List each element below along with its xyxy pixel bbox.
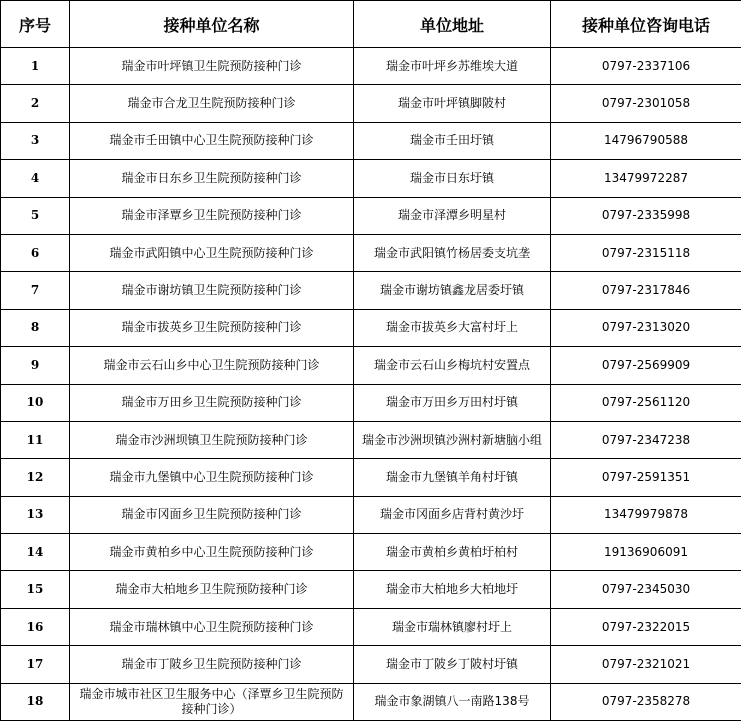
cell-site-name: 瑞金市黄柏乡中心卫生院预防接种门诊 (70, 534, 354, 571)
table-row (1, 646, 741, 683)
cell-site-name: 瑞金市日东乡卫生院预防接种门诊 (70, 160, 354, 197)
cell-site-address: 瑞金市万田乡万田村圩镇 (354, 384, 551, 421)
cell-serial-number: 6 (1, 234, 70, 271)
cell-site-phone: 0797-2321021 (551, 646, 741, 683)
cell-site-name: 瑞金市武阳镇中心卫生院预防接种门诊 (70, 234, 354, 271)
table-row (1, 122, 741, 159)
cell-site-phone: 0797-2358278 (551, 683, 741, 720)
cell-site-address: 瑞金市黄柏乡黄柏圩柏村 (354, 534, 551, 571)
cell-site-name: 瑞金市合龙卫生院预防接种门诊 (70, 85, 354, 122)
cell-serial-number: 9 (1, 347, 70, 384)
cell-site-phone: 0797-2347238 (551, 421, 741, 458)
cell-site-phone: 0797-2591351 (551, 459, 741, 496)
cell-site-name: 瑞金市沙洲坝镇卫生院预防接种门诊 (70, 421, 354, 458)
table-row (1, 272, 741, 309)
table-row (1, 85, 741, 122)
cell-serial-number: 17 (1, 646, 70, 683)
cell-serial-number: 4 (1, 160, 70, 197)
cell-site-name: 瑞金市拔英乡卫生院预防接种门诊 (70, 309, 354, 346)
cell-site-name: 瑞金市万田乡卫生院预防接种门诊 (70, 384, 354, 421)
header-site-name: 接种单位名称 (70, 1, 354, 48)
cell-site-phone: 0797-2561120 (551, 384, 741, 421)
table-row (1, 160, 741, 197)
cell-site-address: 瑞金市云石山乡梅坑村安置点 (354, 347, 551, 384)
cell-site-address: 瑞金市大柏地乡大柏地圩 (354, 571, 551, 608)
cell-serial-number: 16 (1, 608, 70, 645)
cell-site-phone: 0797-2335998 (551, 197, 741, 234)
table-row (1, 571, 741, 608)
cell-serial-number: 12 (1, 459, 70, 496)
table-row (1, 683, 741, 720)
cell-site-name: 瑞金市冈面乡卫生院预防接种门诊 (70, 496, 354, 533)
header-site-phone: 接种单位咨询电话 (551, 1, 741, 48)
cell-site-address: 瑞金市武阳镇竹杨居委支坑垄 (354, 234, 551, 271)
cell-site-phone: 13479979878 (551, 496, 741, 533)
table-row (1, 534, 741, 571)
cell-serial-number: 14 (1, 534, 70, 571)
table-row (1, 234, 741, 271)
table-row (1, 197, 741, 234)
table-row (1, 496, 741, 533)
cell-site-address: 瑞金市拔英乡大富村圩上 (354, 309, 551, 346)
cell-serial-number: 10 (1, 384, 70, 421)
cell-site-name: 瑞金市九堡镇中心卫生院预防接种门诊 (70, 459, 354, 496)
cell-serial-number: 18 (1, 683, 70, 720)
table-row (1, 459, 741, 496)
cell-serial-number: 5 (1, 197, 70, 234)
cell-site-name: 瑞金市叶坪镇卫生院预防接种门诊 (70, 48, 354, 85)
table-row (1, 48, 741, 85)
cell-site-name: 瑞金市城市社区卫生服务中心（泽覃乡卫生院预防接种门诊） (70, 683, 354, 720)
cell-serial-number: 15 (1, 571, 70, 608)
cell-site-phone: 0797-2345030 (551, 571, 741, 608)
cell-site-address: 瑞金市叶坪乡苏维埃大道 (354, 48, 551, 85)
cell-site-name: 瑞金市大柏地乡卫生院预防接种门诊 (70, 571, 354, 608)
cell-site-address: 瑞金市冈面乡店背村黄沙圩 (354, 496, 551, 533)
header-site-address: 单位地址 (354, 1, 551, 48)
header-row (1, 1, 741, 48)
table-row (1, 384, 741, 421)
cell-site-name: 瑞金市云石山乡中心卫生院预防接种门诊 (70, 347, 354, 384)
cell-serial-number: 1 (1, 48, 70, 85)
cell-site-address: 瑞金市谢坊镇鑫龙居委圩镇 (354, 272, 551, 309)
header-serial-number: 序号 (1, 1, 70, 48)
cell-site-address: 瑞金市九堡镇羊角村圩镇 (354, 459, 551, 496)
cell-site-phone: 19136906091 (551, 534, 741, 571)
cell-site-name: 瑞金市谢坊镇卫生院预防接种门诊 (70, 272, 354, 309)
cell-site-name: 瑞金市瑞林镇中心卫生院预防接种门诊 (70, 608, 354, 645)
table-row (1, 608, 741, 645)
cell-serial-number: 3 (1, 122, 70, 159)
table-body (1, 48, 741, 721)
cell-site-phone: 0797-2315118 (551, 234, 741, 271)
cell-site-address: 瑞金市叶坪镇脚陂村 (354, 85, 551, 122)
cell-serial-number: 8 (1, 309, 70, 346)
cell-site-address: 瑞金市瑞林镇廖村圩上 (354, 608, 551, 645)
table-row (1, 421, 741, 458)
cell-site-phone: 14796790588 (551, 122, 741, 159)
cell-site-phone: 13479972287 (551, 160, 741, 197)
cell-site-address: 瑞金市丁陂乡丁陂村圩镇 (354, 646, 551, 683)
cell-site-phone: 0797-2313020 (551, 309, 741, 346)
cell-serial-number: 7 (1, 272, 70, 309)
cell-site-address: 瑞金市壬田圩镇 (354, 122, 551, 159)
cell-site-phone: 0797-2337106 (551, 48, 741, 85)
cell-serial-number: 2 (1, 85, 70, 122)
cell-site-phone: 0797-2301058 (551, 85, 741, 122)
cell-site-address: 瑞金市沙洲坝镇沙洲村新塘脑小组 (354, 421, 551, 458)
cell-site-phone: 0797-2317846 (551, 272, 741, 309)
table-row (1, 309, 741, 346)
table-row (1, 347, 741, 384)
cell-site-address: 瑞金市象湖镇八一南路138号 (354, 683, 551, 720)
cell-site-phone: 0797-2569909 (551, 347, 741, 384)
cell-site-name: 瑞金市泽覃乡卫生院预防接种门诊 (70, 197, 354, 234)
cell-site-address: 瑞金市泽潭乡明星村 (354, 197, 551, 234)
cell-site-phone: 0797-2322015 (551, 608, 741, 645)
cell-serial-number: 11 (1, 421, 70, 458)
cell-site-name: 瑞金市丁陂乡卫生院预防接种门诊 (70, 646, 354, 683)
cell-site-name: 瑞金市壬田镇中心卫生院预防接种门诊 (70, 122, 354, 159)
cell-serial-number: 13 (1, 496, 70, 533)
cell-site-address: 瑞金市日东圩镇 (354, 160, 551, 197)
